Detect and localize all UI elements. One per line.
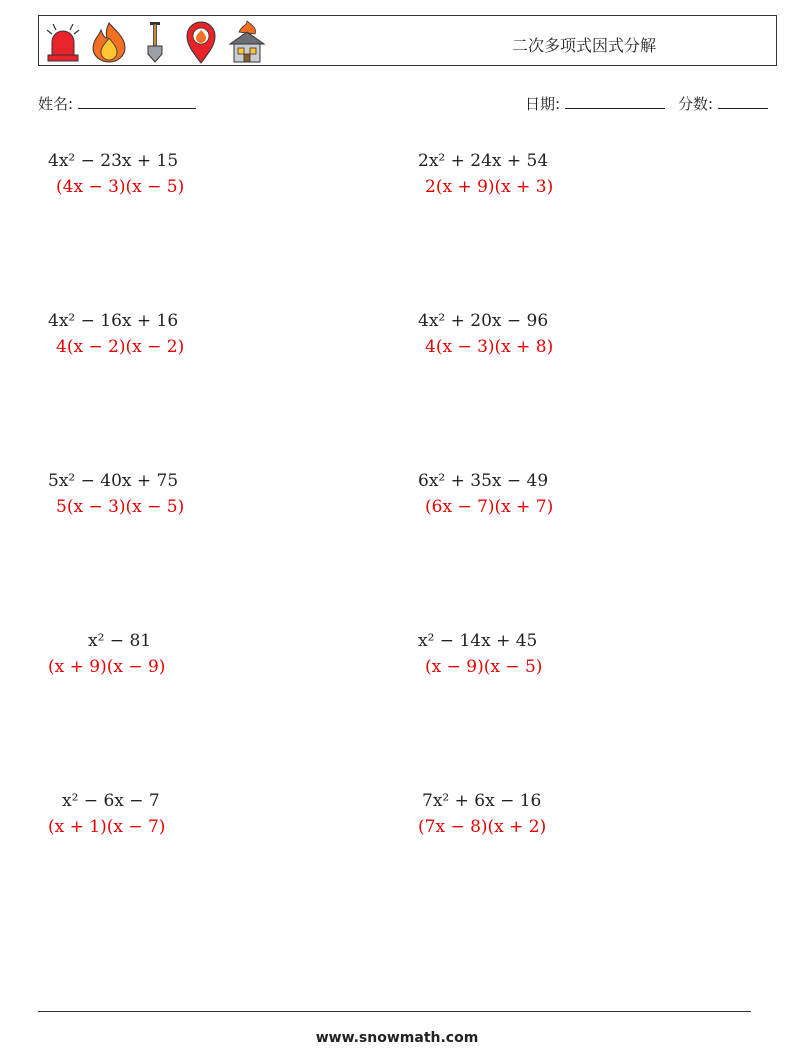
problem-answer: (x − 9)(x − 5) <box>425 657 543 677</box>
problem-question: 2x² + 24x + 54 <box>418 151 549 171</box>
date-label: 日期: <box>525 95 561 113</box>
problem-answer: (6x − 7)(x + 7) <box>425 497 554 517</box>
fire-icon <box>89 20 129 64</box>
footer-url[interactable]: www.snowmath.com <box>315 1030 479 1046</box>
fire-location-pin-icon <box>181 20 221 64</box>
problem-8 <box>418 631 542 677</box>
burning-house-icon <box>227 20 267 64</box>
date-blank[interactable] <box>565 94 665 109</box>
problem-answer: 4(x − 3)(x + 8) <box>425 337 554 357</box>
problem-question: 6x² + 35x − 49 <box>418 471 549 491</box>
problem-question: x² − 6x − 7 <box>62 791 160 811</box>
problem-question: 4x² + 20x − 96 <box>418 311 549 331</box>
problem-answer: (4x − 3)(x − 5) <box>56 177 185 197</box>
problem-answer: (x + 9)(x − 9) <box>48 657 166 677</box>
problem-question: 7x² + 6x − 16 <box>422 791 542 811</box>
siren-icon <box>43 20 83 64</box>
name-blank[interactable] <box>78 94 196 109</box>
problem-answer: (x + 1)(x − 7) <box>48 817 166 837</box>
problem-4 <box>418 311 553 357</box>
date-field <box>525 93 665 114</box>
footer-divider <box>38 1011 751 1012</box>
problem-9 <box>48 791 165 837</box>
name-field <box>38 93 196 114</box>
problem-question: x² − 81 <box>88 631 152 651</box>
problem-10 <box>418 791 546 837</box>
score-label: 分数: <box>678 95 714 113</box>
problem-7 <box>48 631 165 677</box>
problem-3 <box>48 311 184 357</box>
problem-6 <box>418 471 553 517</box>
header-icons <box>43 20 267 64</box>
score-field <box>678 93 768 114</box>
shovel-icon <box>135 20 175 64</box>
problem-answer: (7x − 8)(x + 2) <box>418 817 547 837</box>
problem-question: x² − 14x + 45 <box>418 631 538 651</box>
problem-answer: 4(x − 2)(x − 2) <box>56 337 185 357</box>
problem-answer: 2(x + 9)(x + 3) <box>425 177 554 197</box>
problem-question: 4x² − 16x + 16 <box>48 311 179 331</box>
problem-2 <box>418 151 553 197</box>
problem-5 <box>48 471 184 517</box>
name-label: 姓名: <box>38 95 74 113</box>
worksheet-title: 二次多项式因式分解 <box>512 36 657 55</box>
problem-question: 5x² − 40x + 75 <box>48 471 179 491</box>
problem-answer: 5(x − 3)(x − 5) <box>56 497 185 517</box>
problem-1 <box>48 151 184 197</box>
score-blank[interactable] <box>718 94 768 109</box>
problem-question: 4x² − 23x + 15 <box>48 151 179 171</box>
worksheet-header <box>38 15 777 66</box>
